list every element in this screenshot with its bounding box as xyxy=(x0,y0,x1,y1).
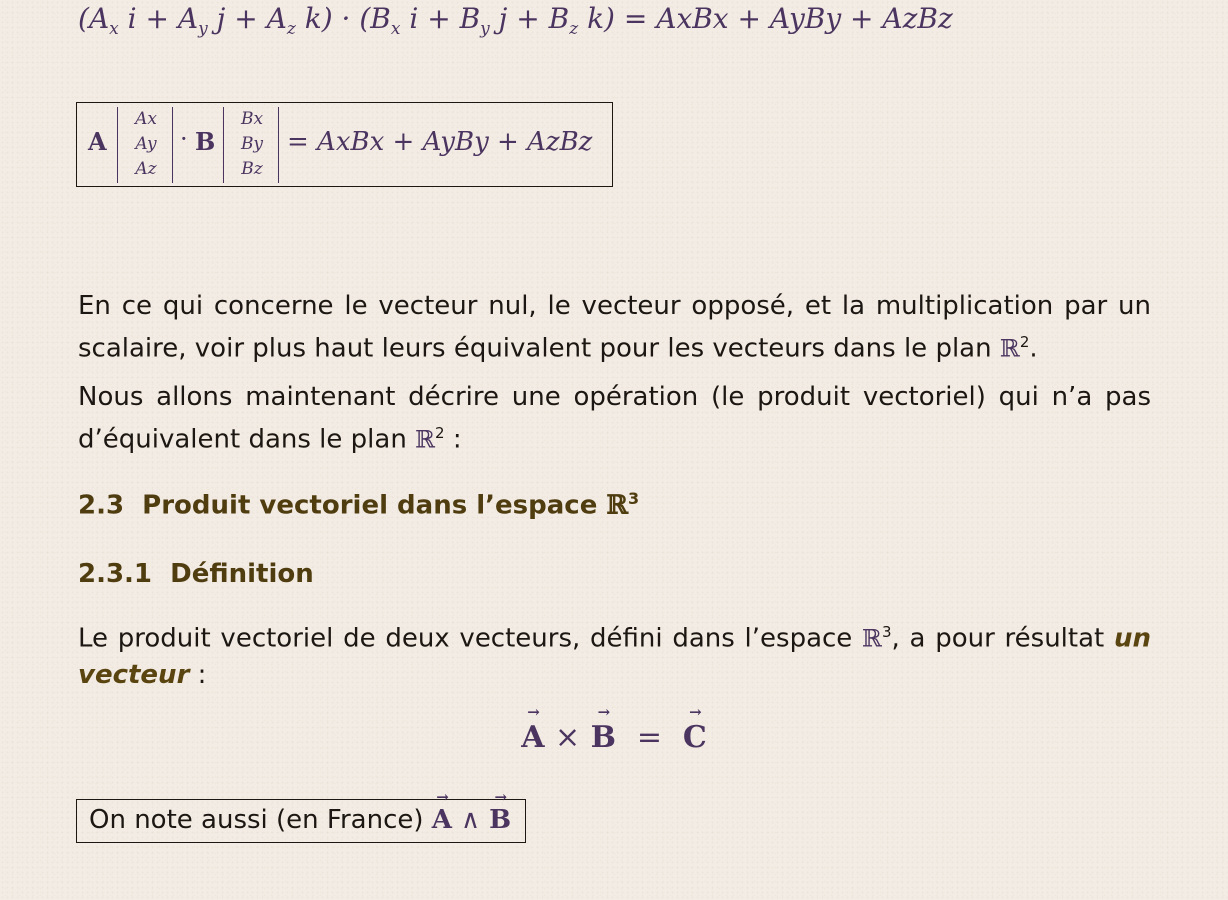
left-bar-b xyxy=(223,107,224,183)
paragraph-cross-product-intro: Nous allons maintenant décrire une opération (le produit vectoriel) qui n’a pas d’équivalent dans le plan ℝ$^2$ : xyxy=(78,382,1151,455)
column-b: Bx By Bz xyxy=(240,109,264,179)
paragraph-definition: Le produit vectoriel de deux vecteurs, défini dans l’espace ℝ$^3$, a pour résultat un vecteur : xyxy=(78,623,1152,690)
matrix-result: = AxBx + AyBy + AzBz xyxy=(287,127,593,157)
subsection-heading: 2.3.1 Définition xyxy=(78,559,314,589)
cross-product-equation: → A × → B = → C xyxy=(0,720,1228,755)
dot-product-expanded-equation: $(A_x \to i + A_y \to j + A_z \to k) \cdot (B_x \to i + B_y \to j + B_z \to k)$ = AxBx + AyBy + AzBz xyxy=(78,2,953,39)
section-heading: 2.3 Produit vectoriel dans l’espace ℝ$^3$ xyxy=(78,489,640,521)
note-text: On note aussi (en France) xyxy=(89,805,424,835)
emphasis-vector: un vecteur xyxy=(78,623,1152,690)
dot-operator: · xyxy=(180,125,188,153)
notation-note-box: On note aussi (en France) → A ∧ → B xyxy=(76,799,526,843)
vector-b-label: B xyxy=(195,127,216,156)
column-a: Ax Ay Az xyxy=(135,109,157,179)
vector-a-label: A xyxy=(88,127,107,156)
right-bar-a xyxy=(172,107,173,183)
paragraph-zero-vector: En ce qui concerne le vecteur nul, le vecteur opposé, et la multiplication par un scalaire, voir plus haut leurs équivalent pour les vecteurs dans le plan ℝ$^2$. xyxy=(78,291,1151,364)
dot-product-result: AxBx + AyBy + AzBz xyxy=(656,2,953,35)
left-bar-a xyxy=(117,107,118,183)
matrix-dot-product-box xyxy=(76,102,613,187)
right-bar-b xyxy=(278,107,279,183)
